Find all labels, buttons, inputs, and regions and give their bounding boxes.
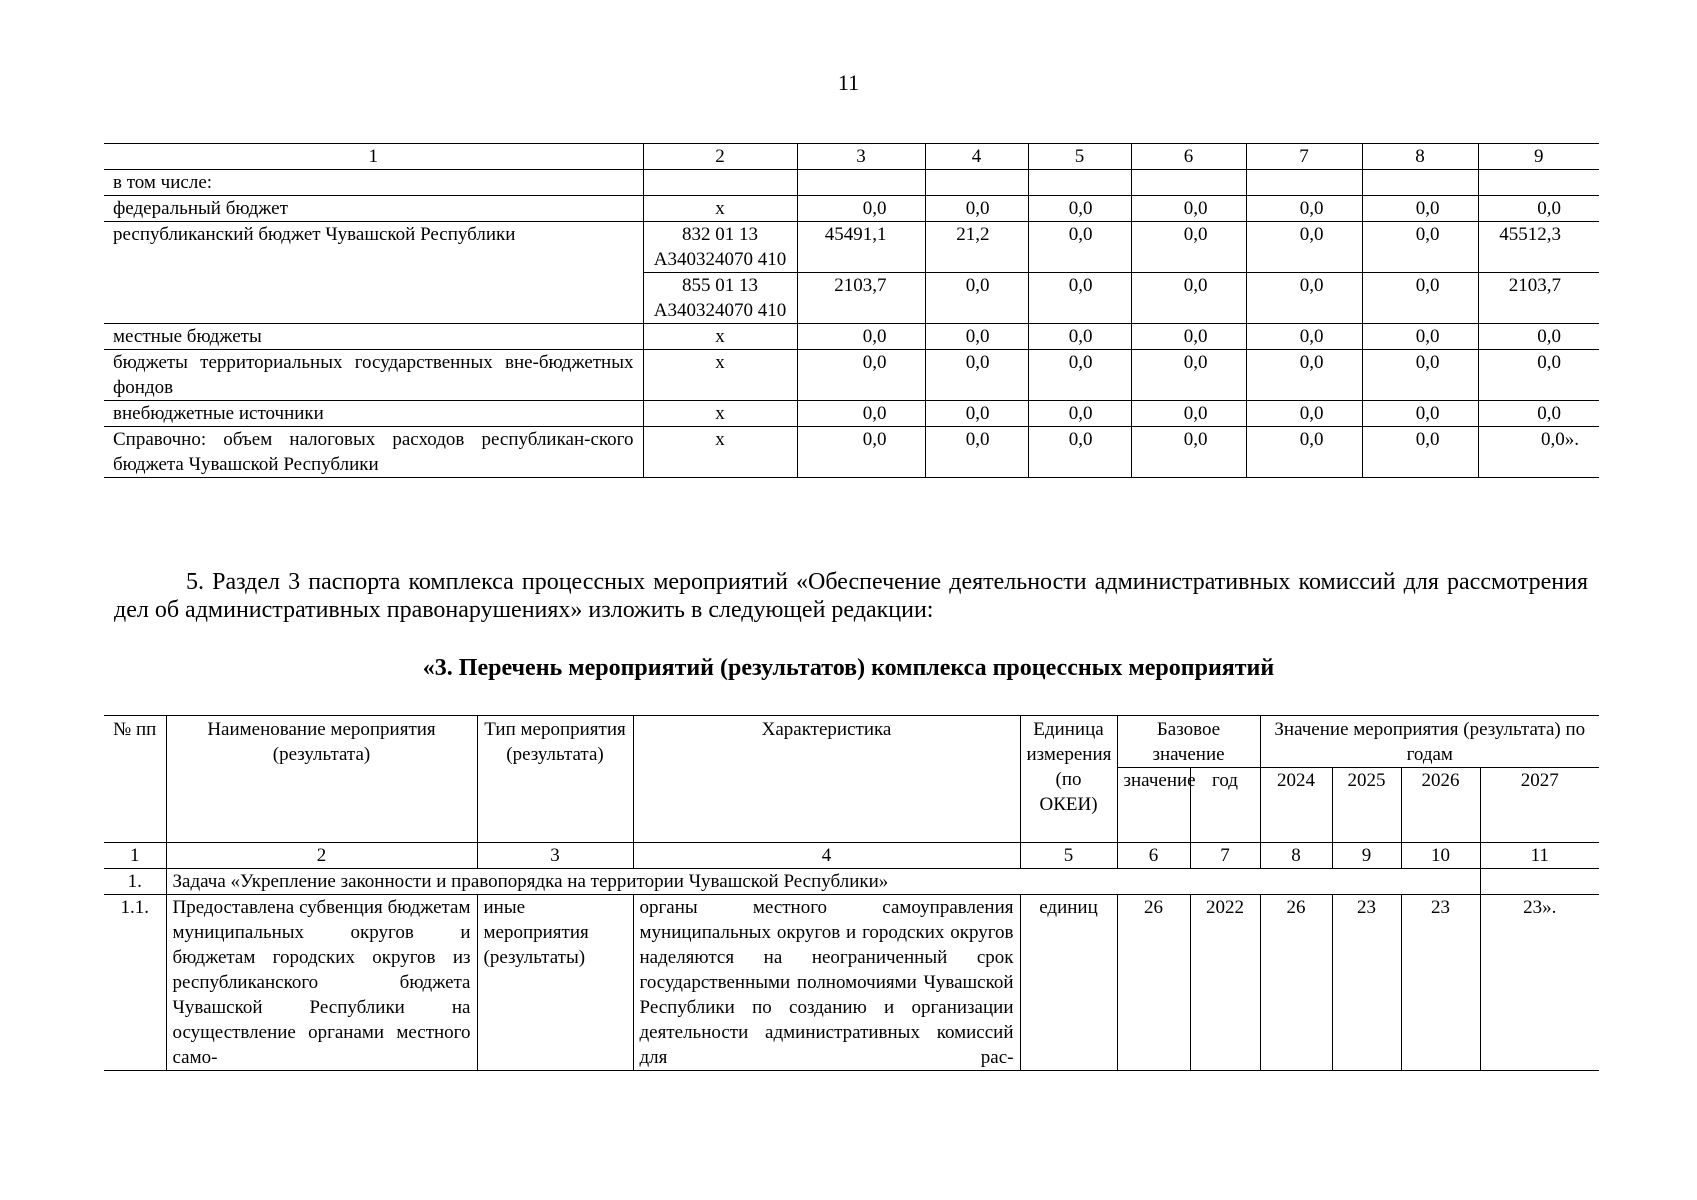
column-number: 9 [1478, 144, 1599, 170]
value-cell: 0,0 [1246, 427, 1362, 478]
value-cell: 0,0 [1478, 350, 1599, 401]
empty-cell [1480, 869, 1599, 895]
value-cell: 0,0 [925, 401, 1028, 427]
table-row [104, 350, 1599, 401]
activities-table [104, 715, 1599, 1071]
column-number: 1 [104, 843, 166, 869]
value-cell: 0,0 [1028, 401, 1131, 427]
header-yearly-value: Значение мероприятия (результата) по годам [1260, 716, 1599, 768]
value-cell: 0,0 [1131, 350, 1246, 401]
value-cell [1246, 170, 1362, 196]
value-cell: 21,2 [925, 222, 1028, 273]
value-cell: 0,0 [1478, 324, 1599, 350]
table-row [104, 427, 1599, 478]
table-header-row [104, 144, 1599, 170]
column-numbers-row [104, 843, 1599, 869]
year-value-cell: 23». [1480, 895, 1599, 1071]
value-cell: 0,0 [1246, 222, 1362, 273]
value-cell: 0,0 [925, 196, 1028, 222]
budget-code: 855 01 13 А340324070 410 [643, 273, 797, 324]
header-num: № пп [104, 716, 166, 843]
column-number: 6 [1131, 144, 1246, 170]
value-cell: 0,0 [1246, 324, 1362, 350]
value-cell: 0,0 [1362, 427, 1478, 478]
column-number: 2 [643, 144, 797, 170]
value-cell: 0,0 [1246, 350, 1362, 401]
value-cell: 0,0 [1131, 401, 1246, 427]
budget-code: x [643, 196, 797, 222]
table-row [104, 196, 1599, 222]
value-cell: 0,0 [797, 324, 925, 350]
value-cell: 0,0 [797, 401, 925, 427]
value-cell: 0,0 [1362, 324, 1478, 350]
value-cell: 0,0 [1028, 273, 1131, 324]
table-row [104, 895, 1599, 1071]
column-number: 5 [1020, 843, 1117, 869]
year-value-cell: 26 [1260, 895, 1332, 1071]
header-type: Тип мероприятия (результата) [477, 716, 633, 843]
budget-code: x [643, 427, 797, 478]
year-value-cell: 23 [1332, 895, 1401, 1071]
header-base-value-year: год [1190, 768, 1260, 843]
value-cell: 0,0 [797, 350, 925, 401]
value-cell: 0,0 [1246, 196, 1362, 222]
budget-code: 832 01 13 А340324070 410 [643, 222, 797, 273]
activity-type: иные мероприятия (результаты) [477, 895, 633, 1071]
value-cell: 0,0 [1362, 222, 1478, 273]
value-cell: 0,0 [1362, 273, 1478, 324]
row-label: местные бюджеты [104, 324, 643, 350]
column-number: 4 [925, 144, 1028, 170]
row-label: в том числе: [104, 170, 643, 196]
column-number: 9 [1332, 843, 1401, 869]
column-number: 7 [1190, 843, 1260, 869]
row-label: федеральный бюджет [104, 196, 643, 222]
header-year: 2027 [1480, 768, 1599, 843]
value-cell [1028, 170, 1131, 196]
base-value-cell: 26 [1117, 895, 1190, 1071]
row-label: Справочно: объем налоговых расходов республикан-ского бюджета Чувашской Республики [104, 427, 643, 478]
table-row [104, 170, 1599, 196]
value-cell: 45491,1 [797, 222, 925, 273]
value-cell: 0,0 [925, 273, 1028, 324]
value-cell: 0,0 [925, 324, 1028, 350]
column-number: 4 [633, 843, 1020, 869]
value-cell [1362, 170, 1478, 196]
page-number: 11 [837, 70, 860, 95]
value-cell [925, 170, 1028, 196]
column-number: 1 [104, 144, 643, 170]
budget-code [643, 170, 797, 196]
task-row [104, 869, 1599, 895]
value-cell: 0,0 [925, 427, 1028, 478]
value-cell: 45512,3 [1478, 222, 1599, 273]
table-row [104, 401, 1599, 427]
activity-name: Предоставлена субвенция бюджетам муниципальных округов и бюджетам городских округов из республиканского бюджета Чувашской Республики на осуществление органами местного само- [166, 895, 477, 1071]
table-header-row [104, 716, 1599, 768]
budget-code: x [643, 324, 797, 350]
table-row [104, 222, 1599, 273]
column-number: 6 [1117, 843, 1190, 869]
task-text: Задача «Укрепление законности и правопорядка на территории Чувашской Республики» [166, 869, 1480, 895]
value-cell: 0,0 [1362, 401, 1478, 427]
value-cell: 0,0 [797, 196, 925, 222]
row-label: бюджеты территориальных государственных вне-бюджетных фондов [104, 350, 643, 401]
activity-characteristic: органы местного самоуправления муниципальных округов и городских округов наделяются на неограниченный срок государственными полномочиями Чувашской Республики по созданию и организации деятельности административных комиссий для рас- [633, 895, 1020, 1071]
row-label: внебюджетные источники [104, 401, 643, 427]
column-number: 7 [1246, 144, 1362, 170]
value-cell: 2103,7 [1478, 273, 1599, 324]
value-cell: 0,0 [1131, 273, 1246, 324]
header-name: Наименование мероприятия (результата) [166, 716, 477, 843]
row-num: 1.1. [104, 895, 166, 1071]
value-cell [1131, 170, 1246, 196]
column-number: 11 [1480, 843, 1599, 869]
header-base-value-value: значение [1117, 768, 1190, 843]
header-base-value: Базовое значение [1117, 716, 1260, 768]
header-characteristic: Характеристика [633, 716, 1020, 843]
header-year: 2024 [1260, 768, 1332, 843]
value-cell: 0,0». [1478, 427, 1599, 478]
column-number: 3 [477, 843, 633, 869]
column-number: 2 [166, 843, 477, 869]
value-cell: 0,0 [1131, 196, 1246, 222]
section-title: «3. Перечень мероприятий (результатов) комплекса процессных мероприятий [422, 655, 1275, 681]
column-number: 5 [1028, 144, 1131, 170]
budget-code: x [643, 350, 797, 401]
value-cell [797, 170, 925, 196]
value-cell: 0,0 [1246, 401, 1362, 427]
column-number: 3 [797, 144, 925, 170]
header-unit: Единица измерения (по ОКЕИ) [1020, 716, 1117, 843]
value-cell: 0,0 [1246, 273, 1362, 324]
value-cell: 0,0 [1028, 196, 1131, 222]
value-cell: 0,0 [1028, 324, 1131, 350]
value-cell [1478, 170, 1599, 196]
unit-cell: единиц [1020, 895, 1117, 1071]
value-cell: 0,0 [1362, 196, 1478, 222]
value-cell: 0,0 [1131, 222, 1246, 273]
column-number: 8 [1260, 843, 1332, 869]
column-number: 8 [1362, 144, 1478, 170]
value-cell: 0,0 [1028, 427, 1131, 478]
column-number: 10 [1401, 843, 1480, 869]
value-cell: 0,0 [1362, 350, 1478, 401]
year-value-cell: 23 [1401, 895, 1480, 1071]
table-row [104, 324, 1599, 350]
amendment-paragraph: 5. Раздел 3 паспорта комплекса процессных мероприятий «Обеспечение деятельности административных комиссий для рассмотрения дел об административных правонарушениях» изложить в следующей редакции: [114, 569, 1588, 623]
value-cell: 0,0 [925, 350, 1028, 401]
value-cell: 0,0 [797, 427, 925, 478]
task-num: 1. [104, 869, 166, 895]
base-year-cell: 2022 [1190, 895, 1260, 1071]
funding-table [104, 143, 1599, 478]
value-cell: 0,0 [1131, 427, 1246, 478]
row-label: республиканский бюджет Чувашской Республики [104, 222, 643, 324]
header-year: 2026 [1401, 768, 1480, 843]
header-year: 2025 [1332, 768, 1401, 843]
budget-code: x [643, 401, 797, 427]
value-cell: 0,0 [1028, 222, 1131, 273]
value-cell: 0,0 [1478, 196, 1599, 222]
value-cell: 0,0 [1028, 350, 1131, 401]
value-cell: 0,0 [1131, 324, 1246, 350]
value-cell: 0,0 [1478, 401, 1599, 427]
value-cell: 2103,7 [797, 273, 925, 324]
